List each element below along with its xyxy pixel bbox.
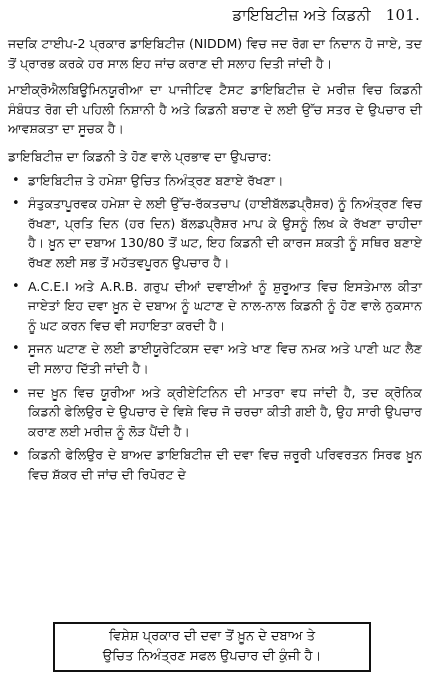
bullet-icon: •	[12, 278, 20, 294]
bullet-icon: •	[12, 341, 20, 357]
list-item-text: ਕਿਡਨੀ ਫੇਲਿਉਰ ਦੇ ਬਾਅਦ ਡਾਇਬਿਟੀਜ਼ ਦੀ ਦਵਾ ਵਿਚ ਜ਼ਰੂਰੀ ਪਰਿਵਰਤਨ ਸਿਰਫ ਖ਼ੂਨ ਵਿਚ ਸ਼ੱਕਰ ਦੀ ਜਾਂਚ ਦੀ ਰਿਪੋਰਟ ਦੇ	[28, 447, 422, 482]
paragraph-microalbuminuria: ਮਾਈਕ੍ਰੋਐਲਬਿਊਮਿਨਯੂਰੀਆ ਦਾ ਪਾਜੀਟਿਵ ਟੈਸਟ ਡਾਇਬਿਟੀਜ਼ ਦੇ ਮਰੀਜ਼ ਵਿਚ ਕਿਡਨੀ ਸੰਬੰਧਤ ਰੋਗ ਦੀ ਪਹਿਲੀ ਨਿਸ਼ਾਨੀ ਹੈ ਅਤੇ ਕਿਡਨੀ ਬਚਾਣ ਦੇ ਲਈ ਉੱਚ ਸਤਰ ਦੇ ਉਪਚਾਰ ਦੀ ਆਵਸ਼ਕਤਾ ਦਾ ਸੂਚਕ ਹੈ।	[8, 82, 422, 137]
bullet-icon: •	[12, 447, 20, 463]
bullet-icon: •	[12, 196, 20, 212]
bullet-icon: •	[12, 384, 20, 400]
list-item	[8, 277, 422, 336]
paragraph-annual-test: ਜਦਕਿ ਟਾਈਪ-2 ਪ੍ਰਕਾਰ ਡਾਇਬਿਟੀਜ਼ (NIDDM) ਵਿਚ ਜਦ ਰੋਗ ਦਾ ਨਿਦਾਨ ਹੋ ਜਾਏ, ਤਦ ਤੋਂ ਪ੍ਰਾਰਭ ਕਰਕੇ ਹਰ ਸਾਲ ਇਹ ਜਾਂਚ ਕਰਾਣ ਦੀ ਸਲਾਹ ਦਿਤੀ ਜਾਂਦੀ ਹੈ।	[8, 36, 422, 71]
list-item-text: ਸੂਜਨ ਘਟਾਣ ਦੇ ਲਈ ਡਾਈਯੂਰੇਟਿਕਸ ਦਵਾ ਅਤੇ ਖਾਣ ਵਿਚ ਨਮਕ ਅਤੇ ਪਾਣੀ ਘਟ ਲੈਣ ਦੀ ਸਲਾਹ ਦਿੱਤੀ ਜਾਂਦੀ ਹੈ।	[28, 341, 422, 376]
running-header	[233, 6, 420, 24]
list-item	[8, 383, 422, 442]
list-item-text: A.C.E.I ਅਤੇ A.R.B. ਗਰੁਪ ਦੀਆਂ ਦਵਾਈਆਂ ਨੂੰ ਸ਼ੁਰੂਆਤ ਵਿਚ ਇਸਤੇਮਾਲ ਕੀਤਾ ਜਾਏਤਾਂ ਇਹ ਦਵਾ ਖ਼ੂਨ ਦੇ ਦਬਾਅ ਨੂੰ ਘਟਾਣ ਦੇ ਨਾਲ-ਨਾਲ ਕਿਡਨੀ ਨੂੰ ਹੋਣ ਵਾਲੇ ਨੁਕਸਾਨ ਨੂੰ ਘਟ ਕਰਨ ਵਿਚ ਵੀ ਸਹਾਇਤਾ ਕਰਦੀ ਹੈ।	[28, 278, 422, 333]
treatment-list	[8, 171, 422, 485]
list-item-text: ਜਦ ਖ਼ੂਨ ਵਿਚ ਯੂਰੀਆ ਅਤੇ ਕ੍ਰੀਏਟਿਨਿਨ ਦੀ ਮਾਤਰਾ ਵਧ ਜਾਂਦੀ ਹੈ, ਤਦ ਕ੍ਰੋਨਿਕ ਕਿਡਨੀ ਫੇਲਿਉਰ ਦੇ ਉਪਚਾਰ ਦੇ ਵਿਸ਼ੇ ਵਿਚ ਜੋ ਚਰਚਾ ਕੀਤੀ ਗਈ ਹੈ, ਉਹ ਸਾਰੀ ਉਪਚਾਰ ਕਰਾਣ ਲਈ ਮਰੀਜ਼ ਨੂੰ ਲੋੜ ਪੈਂਦੀ ਹੈ।	[28, 384, 422, 439]
running-header-title: ਡਾਇਬਿਟੀਜ਼ ਅਤੇ ਕਿਡਨੀ	[232, 6, 371, 24]
list-item	[8, 445, 422, 484]
list-item-text: ਸੰਤੁਕਤਾਪੂਰਵਕ ਹਮੇਸ਼ਾ ਦੇ ਲਈ ਉੱਚ-ਰੱਕਤਚਾਪ (ਹਾਈਬੱਲਡਪ੍ਰੈਸ਼ਰ) ਨੂੰ ਨਿਅੰਤ੍ਰਣ ਵਿਚ ਰੱਖਣਾ, ਪ੍ਰਤਿ ਦਿਨ (ਹਰ ਦਿਨ) ਬੱਲਡਪ੍ਰੈਸ਼ਰ ਮਾਪ ਕੇ ਉਸਨੂੰ ਲਿਖ ਕੇ ਰੱਖਣਾ ਚਾਹੀਦਾ ਹੈ। ਖ਼ੂਨ ਦਾ ਦਬਾਅ 130/80 ਤੋਂ ਘਟ, ਇਹ ਕਿਡਨੀ ਦੀ ਕਾਰਜ ਸ਼ਕਤੀ ਨੂੰ ਸਥਿਰ ਬਣਾਏ ਰੱਖਣ ਲਈ ਸਭ ਤੋਂ ਮਹੱਤਵਪੂਰਨ ਉਪਚਾਰ ਹੈ।	[28, 196, 422, 270]
list-item	[8, 194, 422, 272]
key-point-box	[53, 622, 371, 672]
list-item	[8, 339, 422, 378]
page-number: 101.	[385, 6, 420, 24]
key-point-line-1: ਵਿਸ਼ੇਸ਼ ਪ੍ਰਕਾਰ ਦੀ ਦਵਾ ਤੋਂ ਖ਼ੂਨ ਦੇ ਦਬਾਅ ਤੇ	[108, 629, 316, 644]
section-heading: ਡਾਇਬਿਟੀਜ਼ ਦਾ ਕਿਡਨੀ ਤੇ ਹੋਣ ਵਾਲੇ ਪ੍ਰਭਾਵ ਦਾ ਉਪਚਾਰ:	[8, 148, 272, 164]
bullet-icon: •	[12, 172, 20, 188]
list-item	[8, 171, 422, 191]
page-body	[8, 34, 422, 488]
key-point-line-2: ਉਚਿਤ ਨਿਅੰਤ੍ਰਣ ਸਫਲ ਉਪਚਾਰ ਦੀ ਕੁੰਜੀ ਹੈ।	[102, 649, 322, 664]
list-item-text: ਡਾਇਬਿਟੀਜ਼ ਤੇ ਹਮੇਸ਼ਾ ਉਚਿਤ ਨਿਅੰਤ੍ਰਣ ਬਣਾਏ ਰੱਖਣਾ।	[28, 172, 284, 188]
